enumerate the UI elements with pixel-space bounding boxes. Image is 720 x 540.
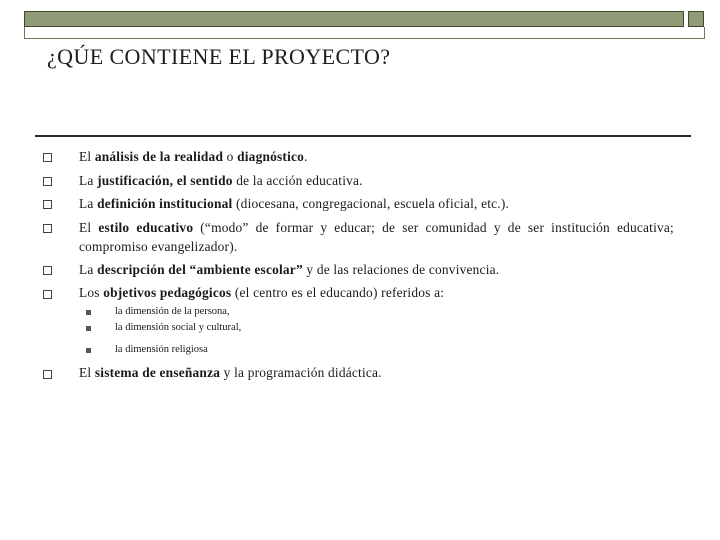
item-text: de la acción educativa. xyxy=(232,173,363,188)
frame-top-line xyxy=(24,38,705,39)
small-square-bullet-icon xyxy=(86,310,91,315)
square-bullet-icon xyxy=(43,224,52,233)
item-bold-text: objetivos pedagógicos xyxy=(103,285,232,300)
item-text: (diocesana, congregacional, escuela oficial, etc.). xyxy=(232,196,510,211)
sub-list-item: la dimensión social y cultural, xyxy=(115,322,242,333)
item-text: . xyxy=(304,149,308,164)
item-bold-text: diagnóstico xyxy=(237,149,305,164)
item-text: (“modo” de formar y educar; de ser comunidad y de ser institución educativa; compromiso evangelizador). xyxy=(79,220,674,254)
item-bold-text: estilo educativo xyxy=(98,220,194,235)
list-item xyxy=(79,195,674,214)
header-band xyxy=(24,11,684,27)
title-divider xyxy=(35,135,691,137)
item-text: El xyxy=(79,365,95,380)
sub-list-item: la dimensión de la persona, xyxy=(115,306,230,317)
item-bold-text: sistema de enseñanza xyxy=(94,365,221,380)
item-text: El xyxy=(79,220,99,235)
item-text: La xyxy=(79,196,98,211)
list-item xyxy=(79,284,674,303)
square-bullet-icon xyxy=(43,200,52,209)
square-bullet-icon xyxy=(43,290,52,299)
square-bullet-icon xyxy=(43,177,52,186)
square-bullet-icon xyxy=(43,153,52,162)
item-bold-text: justificación, el sentido xyxy=(97,173,233,188)
list-item xyxy=(79,172,674,191)
item-bold-text: descripción del “ambiente escolar” xyxy=(97,262,303,277)
item-text: o xyxy=(223,149,238,164)
sub-list-item: la dimensión religiosa xyxy=(115,344,208,355)
list-item xyxy=(79,219,674,256)
item-text: La xyxy=(79,173,98,188)
item-text: El xyxy=(79,149,95,164)
item-text: y la programación didáctica. xyxy=(220,365,382,380)
slide-title: ¿QÚE CONTIENE EL PROYECTO? xyxy=(47,44,391,69)
list-item xyxy=(79,364,674,383)
item-text: Los xyxy=(79,285,104,300)
item-text: La xyxy=(79,262,98,277)
item-bold-text: análisis de la realidad xyxy=(94,149,224,164)
item-text: (el centro es el educando) referidos a: xyxy=(231,285,445,300)
corner-box xyxy=(688,11,704,27)
frame-left-line xyxy=(24,27,25,38)
small-square-bullet-icon xyxy=(86,348,91,353)
square-bullet-icon xyxy=(43,370,52,379)
frame-right-line xyxy=(704,27,705,38)
square-bullet-icon xyxy=(43,266,52,275)
small-square-bullet-icon xyxy=(86,326,91,331)
list-item xyxy=(79,261,674,280)
list-item xyxy=(79,148,674,167)
item-text: y de las relaciones de convivencia. xyxy=(302,262,500,277)
item-bold-text: definición institucional xyxy=(97,196,233,211)
